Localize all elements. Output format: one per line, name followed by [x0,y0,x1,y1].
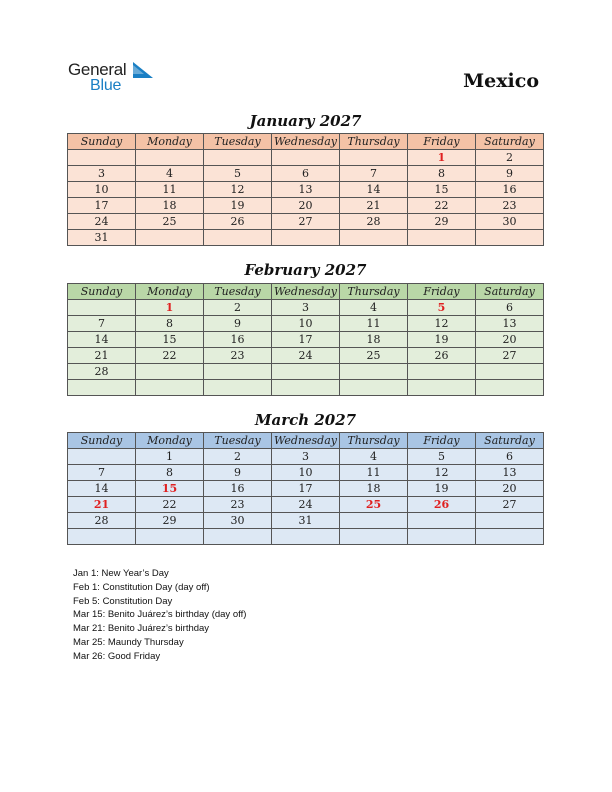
day-cell [340,364,408,380]
day-cell: 19 [204,198,272,214]
day-cell: 6 [476,300,544,316]
weekday-header-sunday: Sunday [68,433,136,449]
day-cell [136,150,204,166]
day-cell: 14 [68,332,136,348]
day-cell: 4 [340,300,408,316]
day-cell: 19 [408,481,476,497]
weekday-header-saturday: Saturday [476,433,544,449]
day-cell: 2 [204,300,272,316]
day-cell: 29 [408,214,476,230]
day-cell [136,529,204,545]
day-cell: 23 [476,198,544,214]
day-cell [340,529,408,545]
day-cell: 2 [476,150,544,166]
holiday-note: Feb 1: Constitution Day (day off) [73,581,210,593]
day-cell: 20 [476,481,544,497]
day-cell: 9 [204,316,272,332]
day-cell: 6 [272,166,340,182]
day-cell [476,529,544,545]
logo-text-blue: Blue [90,77,122,94]
day-cell [272,150,340,166]
weekday-header-tuesday: Tuesday [204,284,272,300]
logo-triangle-icon [133,62,153,78]
holiday-note: Mar 26: Good Friday [73,650,161,662]
day-cell: 12 [204,182,272,198]
weekday-header-thursday: Thursday [340,433,408,449]
day-cell: 15 [408,182,476,198]
day-cell: 4 [340,449,408,465]
day-cell: 25 [340,348,408,364]
day-cell: 1 [136,449,204,465]
day-cell: 26 [408,348,476,364]
day-cell: 16 [204,481,272,497]
weekday-header-friday: Friday [408,134,476,150]
day-cell: 28 [68,513,136,529]
day-cell: 21 [68,348,136,364]
day-cell: 18 [340,332,408,348]
day-cell [68,380,136,396]
weekday-header-wednesday: Wednesday [272,284,340,300]
day-cell: 13 [476,465,544,481]
weekday-header-monday: Monday [136,284,204,300]
day-cell: 27 [476,497,544,513]
day-cell: 5 [408,300,476,316]
day-cell [136,230,204,246]
country-title: Mexico [463,70,539,92]
day-cell: 25 [136,214,204,230]
day-cell: 22 [408,198,476,214]
day-cell: 26 [204,214,272,230]
week-row [68,348,544,364]
day-cell [204,364,272,380]
holiday-note: Feb 5: Constitution Day [73,595,173,607]
day-cell: 20 [476,332,544,348]
day-cell: 11 [340,316,408,332]
day-cell: 8 [136,465,204,481]
brand-logo [68,60,168,100]
day-cell: 20 [272,198,340,214]
day-cell: 19 [408,332,476,348]
weekday-header-tuesday: Tuesday [204,134,272,150]
week-row [68,166,544,182]
day-cell: 21 [340,198,408,214]
day-cell: 26 [408,497,476,513]
day-cell [136,364,204,380]
holiday-note: Mar 25: Maundy Thursday [73,636,184,648]
day-cell [204,150,272,166]
day-cell: 25 [340,497,408,513]
day-cell: 17 [272,481,340,497]
day-cell: 15 [136,332,204,348]
day-cell: 2 [204,449,272,465]
day-cell: 21 [68,497,136,513]
day-cell [272,364,340,380]
day-cell [272,230,340,246]
day-cell: 6 [476,449,544,465]
day-cell [340,150,408,166]
day-cell [476,380,544,396]
day-cell: 13 [476,316,544,332]
weekday-header-sunday: Sunday [68,284,136,300]
day-cell: 13 [272,182,340,198]
day-cell [204,230,272,246]
day-cell [476,364,544,380]
week-row [68,230,544,246]
day-cell [340,230,408,246]
week-row [68,150,544,166]
day-cell: 8 [408,166,476,182]
day-cell [68,150,136,166]
day-cell: 9 [204,465,272,481]
weekday-header-friday: Friday [408,284,476,300]
weekday-header-saturday: Saturday [476,134,544,150]
day-cell: 27 [272,214,340,230]
day-cell: 7 [68,316,136,332]
weekday-header-monday: Monday [136,134,204,150]
day-cell: 12 [408,316,476,332]
calendar-february [67,283,544,396]
week-row [68,513,544,529]
day-cell: 31 [68,230,136,246]
day-cell [408,529,476,545]
day-cell [68,529,136,545]
day-cell: 5 [204,166,272,182]
day-cell [272,380,340,396]
calendar-march [67,432,544,545]
weekday-header-sunday: Sunday [68,134,136,150]
day-cell: 28 [68,364,136,380]
calendar-january [67,133,544,246]
day-cell: 12 [408,465,476,481]
holiday-notes [73,567,246,664]
day-cell: 18 [340,481,408,497]
holiday-note: Mar 21: Benito Juárez’s birthday [73,623,210,635]
month-title-march: March 2027 [254,411,357,429]
week-row [68,465,544,481]
day-cell: 10 [272,316,340,332]
day-cell: 27 [476,348,544,364]
week-row [68,364,544,380]
week-row [68,481,544,497]
day-cell: 17 [68,198,136,214]
day-cell: 10 [68,182,136,198]
day-cell: 1 [408,150,476,166]
day-cell [408,380,476,396]
week-row [68,380,544,396]
day-cell: 9 [476,166,544,182]
day-cell [408,513,476,529]
day-cell: 8 [136,316,204,332]
day-cell [204,529,272,545]
day-cell: 14 [340,182,408,198]
weekday-header-tuesday: Tuesday [204,433,272,449]
day-cell: 16 [204,332,272,348]
week-row [68,214,544,230]
weekday-header-row [68,433,544,449]
day-cell: 7 [340,166,408,182]
day-cell: 22 [136,348,204,364]
day-cell: 23 [204,348,272,364]
weekday-header-thursday: Thursday [340,284,408,300]
weekday-header-wednesday: Wednesday [272,433,340,449]
day-cell: 24 [272,348,340,364]
week-row [68,182,544,198]
day-cell: 3 [272,300,340,316]
week-row [68,332,544,348]
day-cell: 3 [272,449,340,465]
day-cell: 10 [272,465,340,481]
day-cell: 17 [272,332,340,348]
day-cell: 24 [272,497,340,513]
day-cell [272,529,340,545]
day-cell: 1 [136,300,204,316]
day-cell: 15 [136,481,204,497]
week-row [68,300,544,316]
month-title-february: February 2027 [244,261,367,279]
week-row [68,449,544,465]
day-cell: 11 [340,465,408,481]
logo-text-general: General [68,60,127,79]
day-cell: 30 [476,214,544,230]
day-cell: 29 [136,513,204,529]
weekday-header-wednesday: Wednesday [272,134,340,150]
week-row [68,529,544,545]
day-cell: 18 [136,198,204,214]
weekday-header-row [68,284,544,300]
day-cell [408,230,476,246]
day-cell [340,513,408,529]
day-cell [204,380,272,396]
day-cell: 24 [68,214,136,230]
day-cell: 16 [476,182,544,198]
day-cell: 14 [68,481,136,497]
weekday-header-monday: Monday [136,433,204,449]
day-cell [476,230,544,246]
day-cell: 22 [136,497,204,513]
day-cell: 31 [272,513,340,529]
day-cell [340,380,408,396]
day-cell: 11 [136,182,204,198]
day-cell: 5 [408,449,476,465]
weekday-header-thursday: Thursday [340,134,408,150]
holiday-note: Mar 15: Benito Juárez’s birthday (day off) [73,609,247,621]
day-cell [476,513,544,529]
day-cell [408,364,476,380]
weekday-header-row [68,134,544,150]
day-cell: 4 [136,166,204,182]
day-cell [68,300,136,316]
week-row [68,316,544,332]
day-cell [68,449,136,465]
month-title-january: January 2027 [249,112,362,130]
day-cell: 30 [204,513,272,529]
weekday-header-saturday: Saturday [476,284,544,300]
day-cell: 7 [68,465,136,481]
weekday-header-friday: Friday [408,433,476,449]
day-cell [136,380,204,396]
week-row [68,198,544,214]
day-cell: 23 [204,497,272,513]
day-cell: 3 [68,166,136,182]
week-row [68,497,544,513]
day-cell: 28 [340,214,408,230]
holiday-note: Jan 1: New Year’s Day [73,568,169,579]
